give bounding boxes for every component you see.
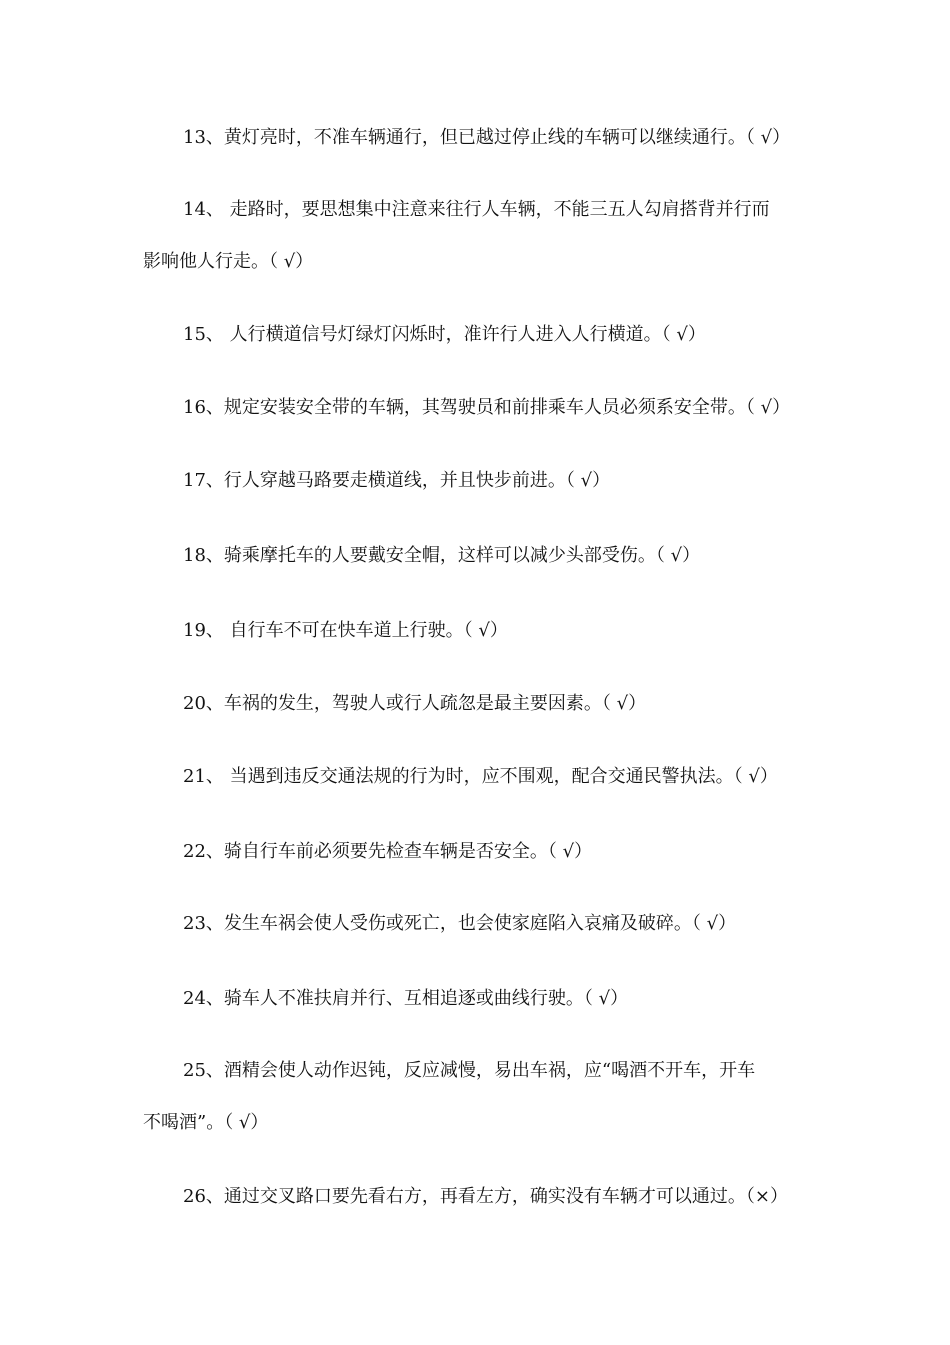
statement-21: 21、 当遇到违反交通法规的行为时，应不围观，配合交通民警执法。（ √） [183,766,778,787]
statement-16: 16、规定安装安全带的车辆，其驾驶员和前排乘车人员必须系安全带。（ √） [183,397,791,418]
statement-17: 17、行人穿越马路要走横道线，并且快步前进。（ √） [183,470,611,491]
statement-25-line-1: 25、酒精会使人动作迟钝，反应减慢，易出车祸，应“喝酒不开车，开车 [183,1060,756,1081]
statement-26: 26、通过交叉路口要先看右方，再看左方，确实没有车辆才可以通过。（×） [183,1186,788,1207]
statement-19: 19、 自行车不可在快车道上行驶。（ √） [183,620,508,641]
statement-14-line-1: 14、 走路时，要思想集中注意来往行人车辆，不能三五人勾肩搭背并行而 [183,199,770,220]
statement-18: 18、骑乘摩托车的人要戴安全帽，这样可以减少头部受伤。（ √） [183,545,701,566]
statement-22: 22、骑自行车前必须要先检查车辆是否安全。（ √） [183,841,593,862]
statement-23: 23、发生车祸会使人受伤或死亡，也会使家庭陷入哀痛及破碎。（ √） [183,913,737,934]
statement-14-line-2: 影响他人行走。（ √） [143,251,314,272]
statement-20: 20、车祸的发生，驾驶人或行人疏忽是最主要因素。（ √） [183,693,647,714]
statement-24: 24、骑车人不准扶肩并行、互相追逐或曲线行驶。（ √） [183,988,629,1009]
statement-25-line-2: 不喝酒”。（ √） [143,1112,269,1133]
statement-15: 15、 人行横道信号灯绿灯闪烁时，准许行人进入人行横道。（ √） [183,324,706,345]
statement-13: 13、黄灯亮时，不准车辆通行，但已越过停止线的车辆可以继续通行。（ √） [183,127,791,148]
